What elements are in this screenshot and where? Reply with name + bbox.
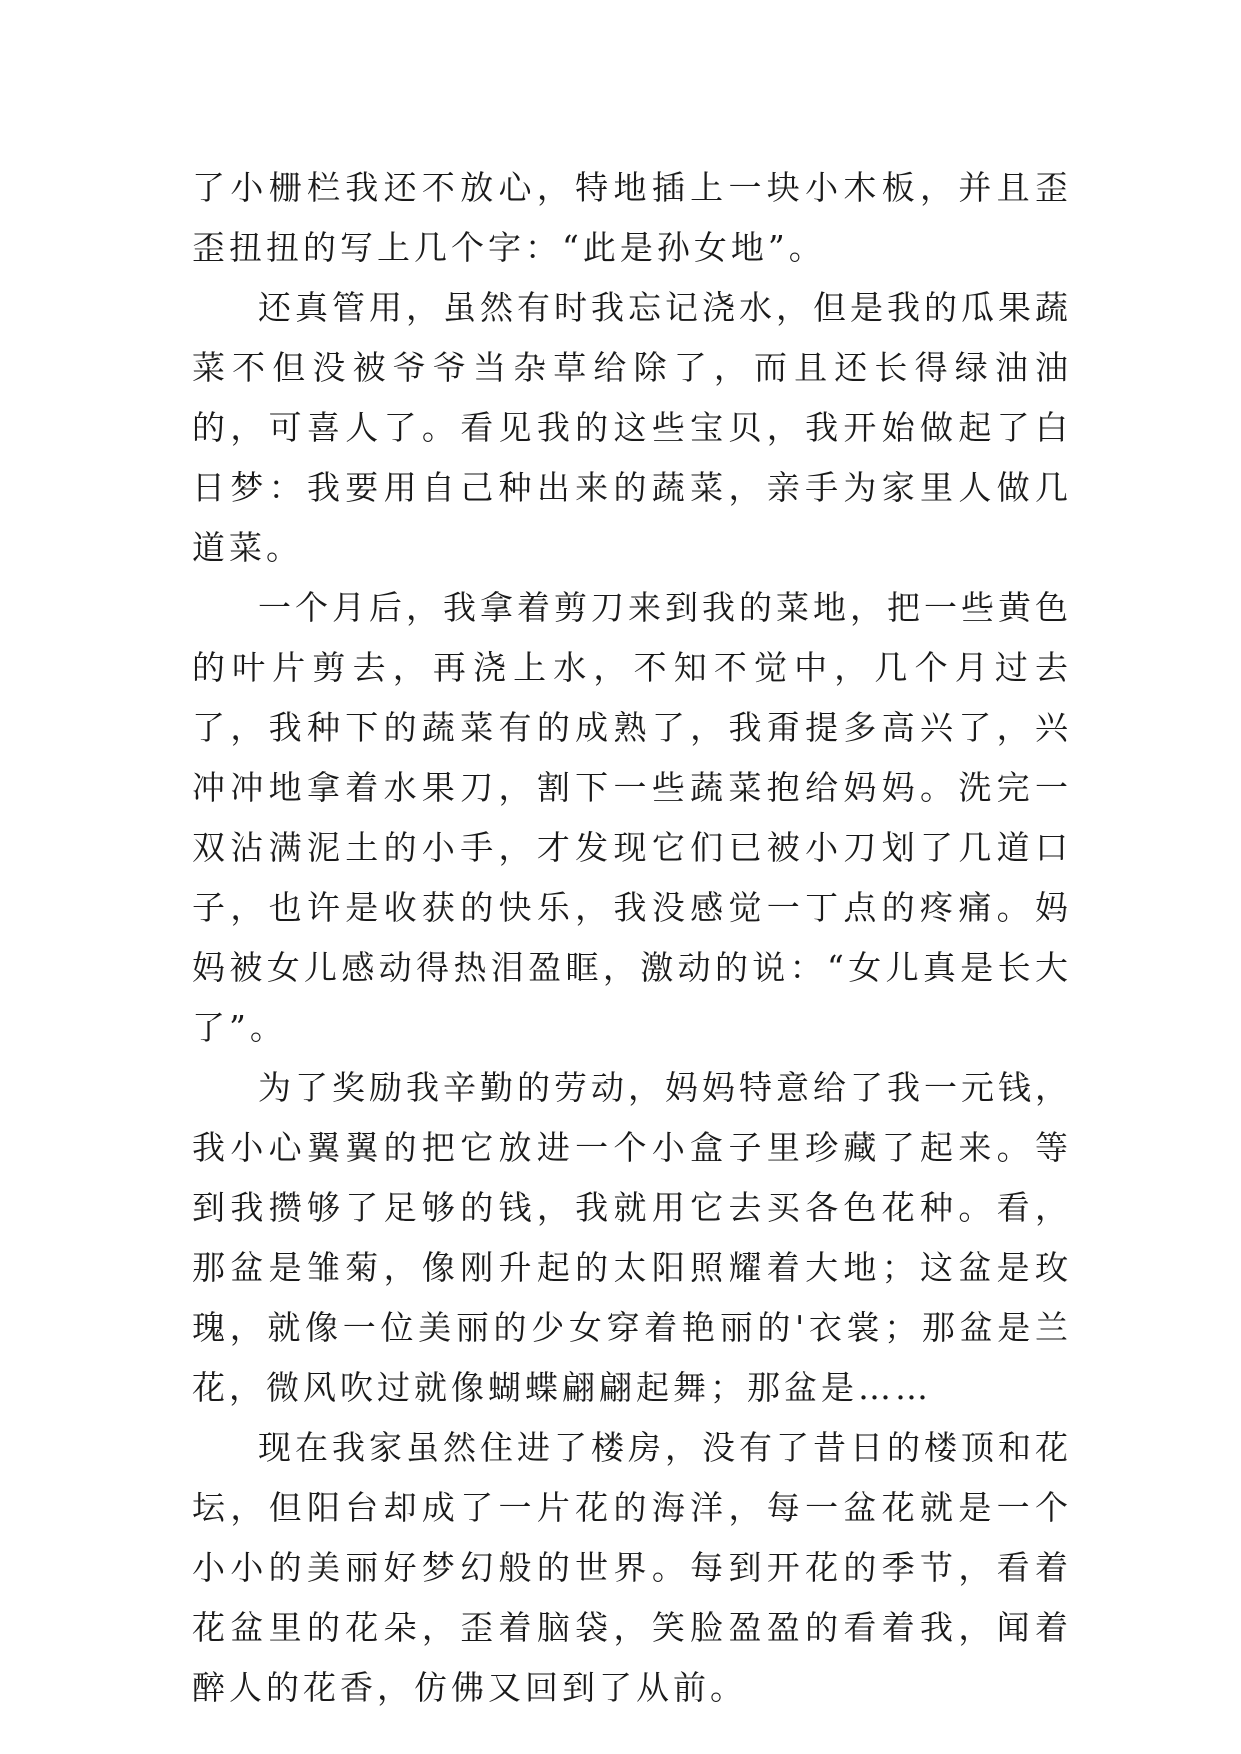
- paragraph-3: 一个月后，我拿着剪刀来到我的菜地，把一些黄色的叶片剪去，再浇上水，不知不觉中，几个月过去了，我种下的蔬菜有的成熟了，我甭提多高兴了，兴冲冲地拿着水果刀，割下一些蔬菜抱给妈妈。洗完一双沾满泥土的小手，才发现它们已被小刀划了几道口子，也许是收获的快乐，我没感觉一丁点的疼痛。妈妈被女儿感动得热泪盈眶，激动的说：“女儿真是长大了”。: [192, 588, 1072, 1047]
- paragraph-4: 为了奖励我辛勤的劳动，妈妈特意给了我一元钱，我小心翼翼的把它放进一个小盒子里珍藏了起来。等到我攒够了足够的钱，我就用它去买各色花种。看，那盆是雏菊，像刚升起的太阳照耀着大地；这盆是玫瑰，就像一位美丽的少女穿着艳丽的'衣裳；那盆是兰花，微风吹过就像蝴蝶翩翩起舞；那盆是……: [192, 1068, 1072, 1407]
- paragraph-5: 现在我家虽然住进了楼房，没有了昔日的楼顶和花坛，但阳台却成了一片花的海洋，每一盆花就是一个小小的美丽好梦幻般的世界。每到开花的季节，看着花盆里的花朵，歪着脑袋，笑脸盈盈的看着我，闻着醉人的花香，仿佛又回到了从前。: [192, 1428, 1072, 1707]
- paragraph-2: 还真管用，虽然有时我忘记浇水，但是我的瓜果蔬菜不但没被爷爷当杂草给除了，而且还长得绿油油的，可喜人了。看见我的这些宝贝，我开始做起了白日梦：我要用自己种出来的蔬菜，亲手为家里人做几道菜。: [192, 288, 1072, 567]
- document-body: [192, 158, 1072, 1718]
- paragraph-1: 了小栅栏我还不放心，特地插上一块小木板，并且歪歪扭扭的写上几个字：“此是孙女地”。: [192, 168, 1072, 267]
